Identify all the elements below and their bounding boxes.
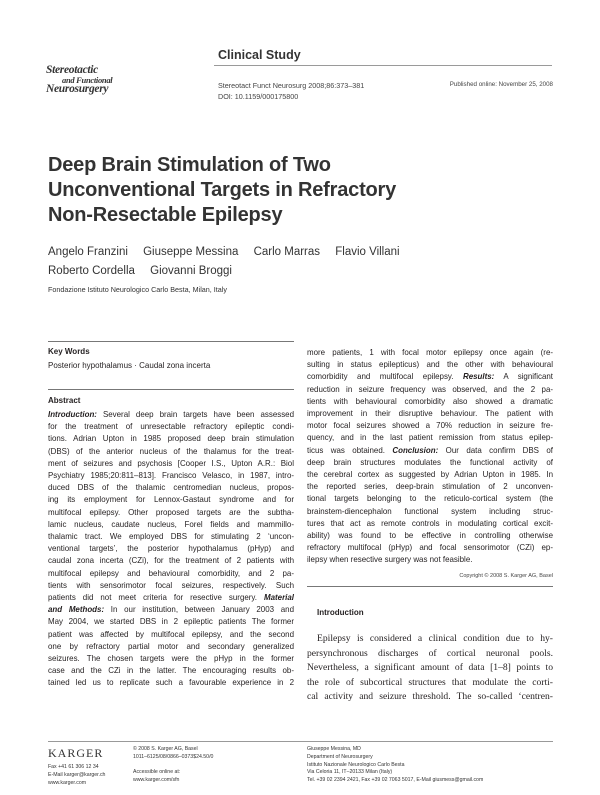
text-line: and Methods: In our institution, between January 2003 and	[48, 605, 294, 615]
text-line: ment of seizures and psychosis [Cooper I.S., Upton A.R.: Biol	[48, 458, 294, 468]
text-line: case and the CZi in the latter. The encouraging results ob-	[48, 666, 294, 676]
abstract-left-column	[48, 409, 294, 690]
author: Giuseppe Messina	[143, 246, 239, 258]
text-line: more patients, 1 with focal motor epilepsy once again (re-	[307, 348, 553, 357]
text-line: quency, and in the last patient remission from status epilep-	[307, 433, 553, 443]
text-line: patients did not meet criteria for resective surgery. Material	[48, 593, 294, 603]
keywords-divider	[48, 341, 294, 342]
text-line: Introduction: Several deep brain targets have been assessed	[48, 410, 294, 419]
header-divider	[214, 65, 552, 66]
text-line: sulting in status epilepticus) and the other with behavioural	[307, 360, 553, 370]
text-line: multifocal epilepsy. Other proposed targets are the subtha-	[48, 507, 294, 517]
correspondence	[307, 746, 483, 785]
text-line: the cerebral cortex as suggested by Adrian Upton in 1985. In	[307, 470, 553, 480]
abstract-heading: Abstract	[48, 396, 81, 405]
text-line: patient was affected by multifocal epilepsy, and the second	[48, 629, 294, 639]
abstract-right-column	[307, 347, 553, 567]
text-line: refractory multifocal (pHyp) and focal sensorimotor (CZi) ep-	[307, 543, 553, 553]
introduction-text	[307, 632, 553, 705]
text-line: Psychiatry 1985;20:811–813]. Francisco Velasco, in 1987, intro-	[48, 471, 294, 481]
footer-line	[133, 762, 213, 770]
text-line: brainstem-diencephalon functional system including struc-	[307, 506, 553, 516]
section-label: Clinical Study	[218, 48, 301, 62]
text-line: seizures. The chosen targets were the pHyp in the former	[48, 654, 294, 664]
text-line: tained led us to replicate such a favourable experience in 2	[48, 678, 294, 688]
text-line: duced DBS of the thalamic centromedian nucleus, propos-	[48, 483, 294, 493]
text-line: tients with behavioural comorbidity also showed a dramatic	[307, 396, 553, 406]
text-line: ing its employment for Lennox-Gastaut syndrome and for	[48, 495, 294, 505]
author: Angelo Franzini	[48, 246, 128, 258]
text-line: lamic nucleus, caudate nucleus, Forel fields and mammillo-	[48, 519, 294, 529]
text-line: comorbidity and multifocal epilepsy. Results: A significant	[307, 372, 553, 382]
text-line: improvement in their disruptive behaviour. The patient with	[307, 409, 553, 419]
footer-line: Via Celoria 11, IT–20133 Milan (Italy)	[307, 769, 393, 776]
text-line: the reported series, deep-brain stimulation of 2 unconven-	[307, 482, 553, 492]
text-line: cal activity and seizure threshold. The so-called ‘centren-	[307, 691, 553, 702]
footer-line: © 2008 S. Karger AG, Basel	[133, 746, 198, 752]
text-line: persynchronous discharges of cortical neuronal pools.	[307, 647, 553, 659]
footer-line: Giuseppe Messina, MD	[307, 746, 361, 752]
text-line: ilepsy when resective surgery was not feasible.	[307, 555, 473, 565]
author: Carlo Marras	[253, 246, 321, 258]
author: Giovanni Broggi	[150, 265, 232, 277]
text-line: tional targets belonging to the reticulo-cortical system (the	[307, 494, 553, 504]
author: Flavio Villani	[335, 246, 400, 258]
footer-line: 1011–6125/08/0866–0373$24.50/0	[133, 753, 214, 760]
footer-line: Department of Neurosurgery	[307, 753, 373, 760]
footer-line: Fax +41 61 306 12 34	[48, 764, 99, 770]
published-date: Published online: November 25, 2008	[449, 81, 553, 88]
publisher-info	[133, 746, 213, 785]
footer-divider	[48, 741, 553, 742]
author-list	[48, 243, 528, 281]
doi: DOI: 10.1159/000175800	[218, 91, 299, 101]
footer-line: Accessible online at:	[133, 769, 181, 776]
introduction-heading: Introduction	[317, 608, 364, 617]
footer-line: www.karger.com/sfn	[133, 777, 180, 784]
article-title: Deep Brain Stimulation of Two Unconventional Targets in Refractory Non-Resectable Epilepsy	[48, 154, 397, 226]
abstract-end-divider	[307, 586, 553, 587]
publisher-contact	[48, 764, 105, 787]
keywords-heading: Key Words	[48, 347, 90, 356]
publisher-logo: KARGER	[48, 746, 104, 760]
text-line: caudal zona incerta (CZi), for the treatment of 2 patients with	[48, 556, 294, 566]
text-line: (DBS) of the anterior nucleus of the thalamus for the treat-	[48, 446, 294, 456]
abstract-divider	[48, 389, 294, 390]
affiliation: Fondazione Istituto Neurologico Carlo Besta, Milan, Italy	[48, 285, 227, 294]
citation-block	[218, 81, 364, 102]
text-line: motor focal seizures showed a 70% reduction in seizure fre-	[307, 421, 553, 431]
text-line: multifocal epilepsy and behavioural comorbidity, and 2 pa-	[48, 568, 294, 578]
text-line: ticus was obtained. Conclusion: Our data confirm DBS of	[307, 445, 553, 455]
journal-logo: Stereotactic and Functional Neurosurgery	[46, 64, 113, 95]
text-line: Epilepsy is considered a clinical condition due to hy-	[317, 633, 553, 644]
text-line: the role of subcortical structures that modulate the corti-	[307, 676, 553, 688]
text-line: ability) was found to be effective in controlling otherwise	[307, 531, 553, 541]
text-line: reduction in seizure frequency was observed, and the 2 pa-	[307, 384, 553, 394]
text-line: thalamic tract. We employed DBS for stimulating 2 ‘uncon-	[48, 532, 294, 542]
citation: Stereotact Funct Neurosurg 2008;86:373–381	[218, 81, 365, 90]
footer-line: Tel. +39 02 2394 2421, Fax +39 02 7063 5017, E-Mail giusmess@gmail.com	[307, 777, 484, 784]
footer-line: E-Mail karger@karger.ch	[48, 771, 106, 778]
text-line: May 2004, we started DBS in 2 epileptic patients The former	[48, 617, 294, 627]
text-line: deep brain structures modulates the functional activity of	[307, 457, 553, 467]
text-line: ventional targets’, the posterior hypothalamus (pHyp) and	[48, 544, 294, 554]
text-line: for the treatment of unresectable refractory epileptic condi-	[48, 422, 294, 432]
copyright: Copyright © 2008 S. Karger AG, Basel	[459, 573, 553, 579]
text-line: tients with sensorimotor focal seizures, respectively. Such	[48, 580, 294, 590]
footer-line: Istituto Nazionale Neurologico Carlo Besta	[307, 761, 405, 768]
footer-line: www.karger.com	[48, 779, 87, 786]
text-line: tions. Adrian Upton in 1985 proposed deep brain stimulation	[48, 434, 294, 444]
keywords-text: Posterior hypothalamus · Caudal zona incerta	[48, 361, 211, 370]
author: Roberto Cordella	[48, 265, 135, 277]
text-line: Nevertheless, a significant amount of data [1–8] points to	[307, 662, 553, 673]
text-line: tures that act as remote controls in modulating cortical excit-	[307, 518, 553, 528]
text-line: one by refractory partial motor and secondary generalized	[48, 641, 294, 651]
